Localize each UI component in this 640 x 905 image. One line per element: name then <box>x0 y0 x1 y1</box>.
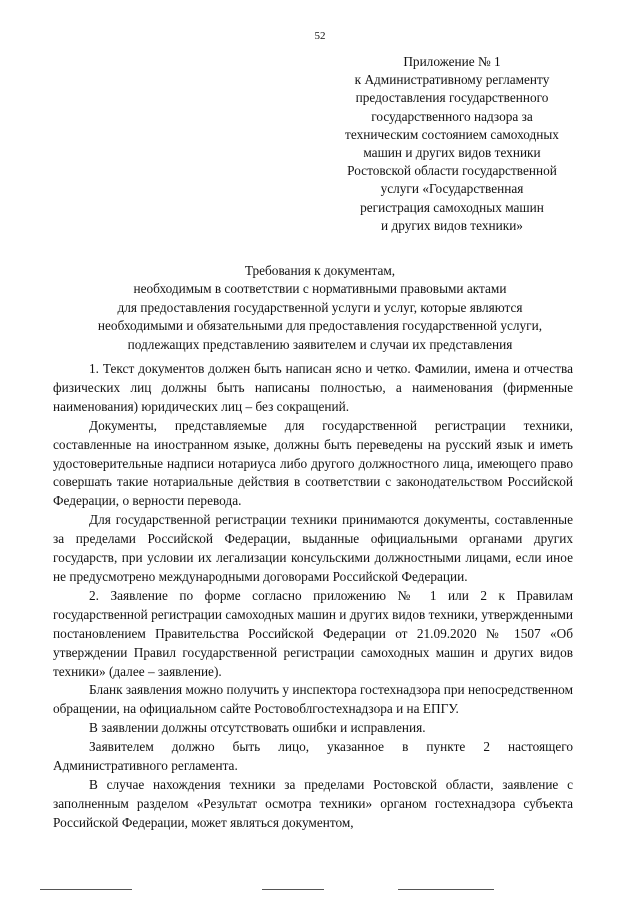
appendix-line: государственного надзора за <box>371 108 533 124</box>
appendix-line: к Административному регламенту <box>354 72 550 88</box>
paragraph: Для государственной регистрации техники принимаются документы, составленные за пределами Российской Федерации, выданные официальными органами других государств, при условии их легализации консульскими должностными лицами, если иное не предусмотрено международными договорами Российской Федерации. <box>53 512 573 584</box>
heading-line: Требования к документам, <box>244 263 396 278</box>
heading-line: для предоставления государственной услуги и услуг, которые являются <box>117 299 523 315</box>
page-number: 52 <box>314 30 326 42</box>
footer-rule-center <box>262 889 324 890</box>
appendix-line: и других видов техники» <box>381 217 523 233</box>
appendix-line: услуги «Государственная <box>380 181 524 197</box>
paragraph: Документы, представляемые для государственной регистрации техники, составленные на иностранном языке, должны быть переведены на русский язык и иметь удостоверительные надписи нотариуса либо другого должностного лица, имеющего право совершать такие нотариальные действия в соответствии с законодательством Российской Федерации, о верности перевода. <box>53 417 573 509</box>
heading-line: необходимым в соответствии с нормативными правовыми актами <box>133 281 507 297</box>
heading-line: подлежащих представлению заявителем и случаи их представления <box>127 336 513 352</box>
appendix-header <box>318 53 586 235</box>
paragraph: В заявлении должны отсутствовать ошибки и исправления. <box>89 720 426 736</box>
paragraph: 2. Заявление по форме согласно приложению № 1 или 2 к Правилам государственной регистрации самоходных машин и других видов техники, утвержденными постановлением Правительства Российской Федерации от 21.09.2020 № 1507 «Об утверждении Правил государственной регистрации самоходных машин и других видов техники» (далее – заявление). <box>53 587 573 679</box>
appendix-line: регистрация самоходных машин <box>360 199 544 215</box>
heading-line: необходимыми и обязательными для предоставления государственной услуги, <box>97 318 543 334</box>
footer-rule-right <box>398 889 494 890</box>
appendix-line: машин и других видов техники <box>363 145 541 161</box>
paragraph: 1. Текст документов должен быть написан ясно и четко. Фамилии, имена и отчества физических лиц должны быть написаны полностью, а наименования (фирменные наименования) юридических лиц – без сокращений. <box>53 361 573 414</box>
paragraph: Бланк заявления можно получить у инспектора гостехнадзора при непосредственном обращении, на официальном сайте Ростовоблгостехнадзора и на ЕПГУ. <box>53 682 573 717</box>
paragraph: Заявителем должно быть лицо, указанное в пункте 2 настоящего Административного регламента. <box>53 739 573 774</box>
appendix-line: предоставления государственного <box>355 90 549 106</box>
appendix-line: Ростовской области государственной <box>347 163 557 179</box>
appendix-line: техническим состоянием самоходных <box>345 126 559 142</box>
body-text <box>53 360 573 833</box>
section-heading <box>60 262 580 354</box>
footer-rule-left <box>40 889 132 890</box>
paragraph: В случае нахождения техники за пределами Ростовской области, заявление с заполненным разделом «Результат осмотра техники» органом гостехнадзора субъекта Российской Федерации, может являться документом, <box>53 776 573 830</box>
appendix-line: Приложение № 1 <box>403 54 501 69</box>
